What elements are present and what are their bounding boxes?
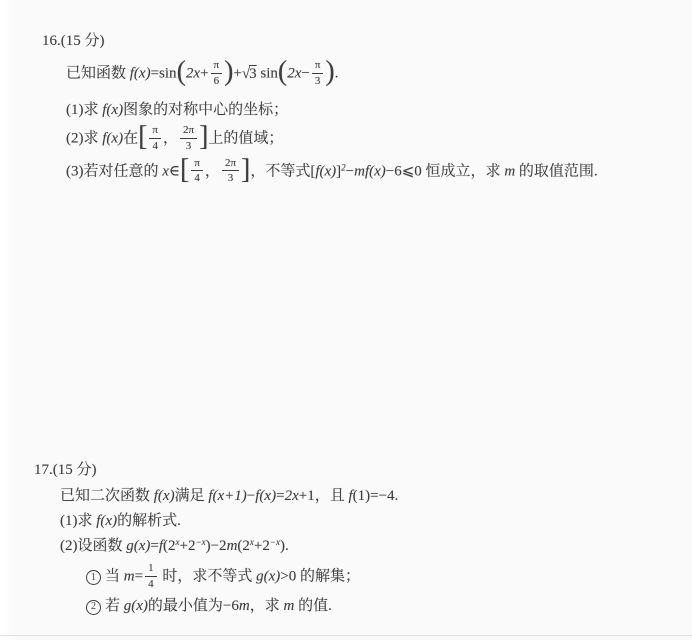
math-segment-frac: $\frac{\pi}{6}$ bbox=[211, 59, 223, 87]
math-segment-txt: 当 bbox=[105, 568, 124, 585]
math-segment-frac: $\frac{\pi}{3}$ bbox=[312, 59, 324, 87]
math-segment-it: m bbox=[283, 598, 295, 615]
math-segment-txt: +1，且 bbox=[298, 488, 349, 504]
math-segment-txt: (1)=−4. bbox=[352, 488, 399, 504]
math-segment-txt: 上的值域； bbox=[208, 130, 284, 147]
math-segment-it: g(x) bbox=[126, 538, 151, 554]
math-segment-txt: + bbox=[233, 65, 242, 82]
math-segment-txt: 的取值范围. bbox=[515, 163, 598, 180]
math-segment-txt: 的解析式. bbox=[117, 513, 181, 529]
problem-17-part-2-sub-1 bbox=[86, 563, 692, 591]
math-segment-it: f(x) bbox=[102, 102, 124, 119]
math-segment-big: ( bbox=[277, 56, 288, 88]
math-segment-txt: ). bbox=[279, 538, 289, 554]
math-segment-sup: 2 bbox=[341, 162, 346, 173]
math-segment-txt: 时，求不等式 bbox=[158, 568, 257, 585]
math-segment-sqrt: √3 bbox=[241, 65, 257, 82]
math-segment-txt: . bbox=[334, 65, 339, 82]
problem-17 bbox=[0, 461, 692, 617]
math-segment-sup: x bbox=[249, 537, 254, 547]
problem-17-given-function bbox=[60, 486, 692, 507]
math-segment-frac: $\frac{2\pi}{3}$ bbox=[222, 157, 239, 185]
math-segment-txt: +2 bbox=[179, 538, 196, 554]
math-segment-txt: )−2 bbox=[205, 538, 227, 554]
problem-17-part-2 bbox=[60, 536, 692, 557]
math-segment-txt: (1)求 bbox=[66, 102, 103, 119]
math-segment-it: mf(x) bbox=[354, 163, 386, 180]
math-segment-big: ] bbox=[199, 121, 209, 153]
math-segment-txt: 的值. bbox=[294, 598, 332, 615]
math-segment-it: f bbox=[158, 538, 164, 554]
math-segment-big: ( bbox=[176, 56, 186, 88]
math-segment-txt: − bbox=[246, 488, 256, 504]
math-segment-txt: +2 bbox=[253, 538, 270, 554]
math-segment-txt: −6⩽0 恒成立，求 bbox=[385, 163, 505, 180]
problem-16-part-3 bbox=[66, 153, 692, 186]
math-segment-txt: (2 bbox=[237, 538, 250, 554]
math-segment-it: f(x) bbox=[153, 488, 175, 504]
math-segment-it: f(x) bbox=[255, 488, 277, 504]
math-segment-txt: =sin bbox=[150, 65, 177, 82]
math-segment-it: g(x) bbox=[256, 568, 281, 585]
math-segment-it: f(x+1) bbox=[208, 488, 247, 504]
problem-16-number: 16.(15 分) bbox=[42, 33, 105, 49]
math-segment-txt: 已知函数 bbox=[66, 65, 130, 82]
math-segment-txt: 满足 bbox=[174, 488, 209, 504]
math-segment-it: m bbox=[226, 538, 238, 554]
math-segment-it: m bbox=[123, 568, 135, 585]
problem-17-part-2-sub-2 bbox=[86, 596, 692, 617]
math-segment-txt: 在 bbox=[123, 130, 139, 147]
math-segment-sup: x bbox=[175, 537, 180, 547]
problem-16-part-2 bbox=[66, 121, 692, 153]
math-segment-frac: $\frac{1}{4}$ bbox=[145, 562, 157, 590]
problem-17-number: 17.(15 分) bbox=[34, 462, 97, 478]
math-segment-txt: = bbox=[150, 538, 159, 554]
math-segment-txt: (2)设函数 bbox=[60, 538, 127, 554]
math-segment-txt: 若 bbox=[105, 598, 124, 615]
math-segment-big: ) bbox=[224, 56, 234, 88]
math-segment-txt: (2 bbox=[163, 538, 176, 554]
math-segment-txt: 的最小值为−6 bbox=[147, 598, 239, 615]
math-segment-it: x bbox=[162, 163, 169, 180]
math-segment-txt: + bbox=[200, 65, 209, 82]
problem-16-part-1 bbox=[66, 100, 692, 121]
math-segment-it: m bbox=[504, 163, 516, 180]
math-segment-txt: ，求 bbox=[249, 598, 284, 615]
math-segment-it: 2x bbox=[287, 65, 302, 82]
math-segment-big: [ bbox=[138, 121, 148, 153]
math-segment-txt: 已知二次函数 bbox=[60, 488, 154, 504]
math-segment-sup: −x bbox=[195, 537, 206, 547]
math-segment-it: g(x) bbox=[123, 598, 148, 615]
math-segment-it: f(x) bbox=[96, 513, 118, 529]
math-segment-it: f(x) bbox=[315, 163, 337, 180]
math-segment-txt: >0 的解集； bbox=[280, 568, 360, 585]
math-segment-txt: (2)求 bbox=[66, 130, 103, 147]
math-segment-it: 2x bbox=[284, 488, 299, 504]
math-segment-it: f(x) bbox=[129, 65, 151, 82]
problem-17-part-1 bbox=[60, 511, 692, 532]
math-segment-frac: $\frac{\pi}{4}$ bbox=[191, 157, 203, 185]
problem-16 bbox=[0, 32, 692, 186]
math-segment-txt: ， bbox=[204, 163, 220, 180]
math-segment-txt: sin bbox=[256, 65, 278, 82]
page-bottom-scan-edge bbox=[0, 635, 692, 636]
math-segment-it: 2x bbox=[185, 65, 201, 82]
math-segment-txt: 图象的对称中心的坐标； bbox=[123, 102, 289, 119]
math-segment-big: ) bbox=[325, 56, 335, 88]
math-segment-txt: − bbox=[345, 163, 355, 180]
math-segment-txt: = bbox=[276, 488, 285, 504]
math-segment-txt: (1)求 bbox=[60, 513, 97, 529]
math-segment-big: [ bbox=[180, 153, 190, 185]
problem-16-given-function bbox=[66, 56, 692, 88]
math-segment-frac: $\frac{\pi}{4}$ bbox=[149, 124, 161, 152]
math-segment-it: f bbox=[348, 488, 353, 504]
math-segment-txt: ， bbox=[162, 130, 178, 147]
math-segment-txt: = bbox=[134, 568, 144, 585]
math-segment-circ: 1 bbox=[86, 570, 101, 585]
math-segment-txt: (3)若对任意的 bbox=[66, 163, 163, 180]
math-segment-txt: − bbox=[301, 65, 310, 82]
math-segment-txt: ] bbox=[336, 163, 342, 180]
math-segment-circ: 2 bbox=[86, 600, 101, 615]
math-segment-sup: −x bbox=[269, 537, 280, 547]
math-segment-frac: $\frac{2\pi}{3}$ bbox=[180, 124, 197, 152]
math-segment-txt: ，不等式[ bbox=[250, 163, 316, 180]
math-segment-it: f(x) bbox=[102, 130, 124, 147]
math-segment-it: m bbox=[238, 598, 250, 615]
math-segment-big: ] bbox=[241, 153, 251, 185]
math-segment-txt: ∈ bbox=[168, 163, 181, 180]
